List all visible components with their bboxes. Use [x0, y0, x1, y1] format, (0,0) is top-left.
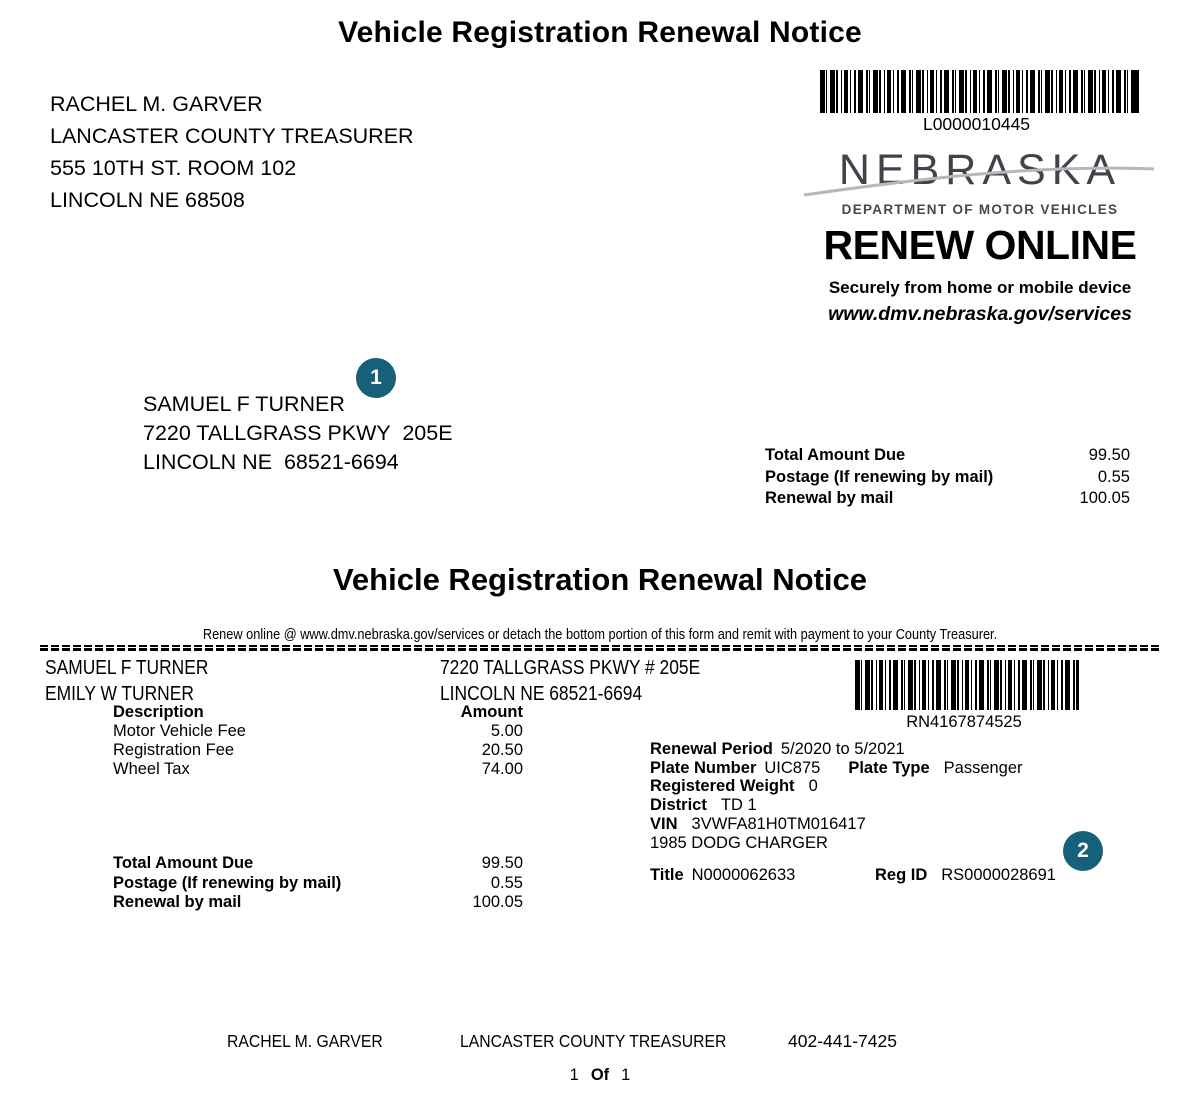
barcode-stub — [855, 660, 1079, 710]
footer-treasurer-phone: 402-441-7425 — [788, 1031, 897, 1051]
footer-treasurer-name: RACHEL M. GARVER — [227, 1031, 383, 1051]
barcode-top — [820, 70, 1139, 113]
renew-online-subtext: Securely from home or mobile device — [828, 278, 1132, 297]
detach-instructions: Renew online @ www.dmv.nebraska.gov/services or detach the bottom portion of this form and remit with payment to your County Treasurer. — [202, 627, 998, 643]
plate-number-label: Plate Number — [650, 758, 757, 777]
fee-description: Motor Vehicle Fee — [113, 722, 246, 740]
vin-value: 3VWFA81H0TM016417 — [691, 814, 866, 833]
barcode-top-label: L0000010445 — [922, 114, 1031, 134]
renewal-by-mail-value: 100.05 — [1079, 489, 1130, 507]
reg-id-value: RS0000028691 — [941, 866, 1056, 884]
fee-row-motor-vehicle — [113, 722, 523, 741]
nebraska-logo: NEBRASKA — [838, 146, 1122, 194]
dmv-services-url: www.dmv.nebraska.gov/services — [828, 303, 1132, 325]
stub-title: Vehicle Registration Renewal Notice — [332, 562, 868, 597]
reg-id-group — [875, 866, 1056, 885]
page-current: 1 — [569, 1066, 579, 1084]
registered-weight-row — [650, 777, 1023, 796]
fee-header-amount: Amount — [460, 703, 523, 721]
plate-number-value: UIC875 — [764, 758, 821, 777]
district-row — [650, 796, 1023, 815]
district-value: TD 1 — [720, 796, 757, 815]
renewal-by-mail-label: Renewal by mail — [113, 893, 242, 911]
renewal-by-mail-label: Renewal by mail — [765, 489, 894, 507]
dmv-department-line: DEPARTMENT OF MOTOR VEHICLES — [841, 202, 1119, 217]
renewal-period-value: 5/2020 to 5/2021 — [780, 740, 905, 758]
postage-value: 0.55 — [1097, 467, 1130, 486]
recipient-name: SAMUEL F TURNER — [143, 392, 345, 416]
fee-description: Wheel Tax — [113, 760, 190, 778]
fee-amount: 74.00 — [481, 760, 523, 778]
vehicle-description: 1985 DODG CHARGER — [650, 833, 828, 852]
title-regid-row — [650, 866, 1056, 885]
fee-row-registration — [113, 741, 523, 760]
treasurer-address — [50, 88, 414, 216]
recipient-city: LINCOLN NE 68521-6694 — [143, 450, 399, 474]
reg-id-label: Reg ID — [875, 866, 928, 884]
annotation-badge-1-number: 1 — [370, 366, 382, 389]
detach-dashed-line-bottom — [40, 648, 1162, 651]
total-amount-due-row — [765, 445, 1130, 467]
stub-owner-names — [45, 655, 208, 707]
total-amount-due-value: 99.50 — [481, 854, 523, 872]
detach-dashed-line — [40, 645, 1162, 651]
recipient-street: 7220 TALLGRASS PKWY 205E — [143, 421, 453, 445]
plate-type-label: Plate Type — [848, 758, 930, 777]
total-amount-due-label: Total Amount Due — [113, 854, 254, 872]
title-number-value: N0000062633 — [691, 866, 796, 884]
district-label: District — [650, 796, 707, 815]
fee-row-wheel-tax — [113, 760, 523, 779]
footer-treasurer-office: LANCASTER COUNTY TREASURER — [460, 1031, 727, 1051]
postage-row — [113, 874, 523, 894]
vin-label: VIN — [650, 814, 678, 833]
vehicle-description-row — [650, 834, 1023, 853]
fee-header-description: Description — [113, 703, 204, 721]
postage-value: 0.55 — [490, 873, 523, 892]
vin-row — [650, 815, 1023, 834]
plate-row — [650, 759, 1023, 778]
renewal-by-mail-row — [113, 893, 523, 913]
stub-street: 7220 TALLGRASS PKWY # 205E — [440, 657, 701, 679]
renewal-by-mail-row — [765, 488, 1130, 510]
fee-description: Registration Fee — [113, 741, 235, 759]
postage-label: Postage (If renewing by mail) — [113, 873, 342, 892]
page-number — [0, 1066, 1200, 1085]
title-number-label: Title — [650, 866, 684, 884]
treasurer-name: RACHEL M. GARVER — [50, 92, 263, 116]
barcode-stub-label: RN4167874525 — [906, 713, 1022, 731]
annotation-badge-2 — [1063, 831, 1103, 871]
page-of-label: Of — [590, 1066, 610, 1084]
plate-type-value: Passenger — [943, 758, 1023, 777]
registration-details — [650, 740, 1023, 852]
postage-row — [765, 467, 1130, 489]
registered-weight-label: Registered Weight — [650, 777, 795, 796]
page-title: Vehicle Registration Renewal Notice — [338, 16, 862, 49]
totals-summary-bottom — [113, 854, 523, 913]
renewal-by-mail-value: 100.05 — [472, 893, 523, 911]
annotation-badge-2-number: 2 — [1077, 839, 1089, 862]
page-total: 1 — [621, 1066, 631, 1084]
fee-amount: 20.50 — [481, 741, 523, 759]
treasurer-street: 555 10TH ST. ROOM 102 — [50, 156, 297, 180]
renewal-period-row — [650, 740, 1023, 759]
owner-secondary: EMILY W TURNER — [45, 683, 194, 705]
totals-summary-top — [765, 445, 1130, 510]
treasurer-office: LANCASTER COUNTY TREASURER — [50, 124, 414, 148]
stub-owner-address — [440, 655, 700, 707]
renew-online-heading: RENEW ONLINE — [823, 222, 1137, 268]
recipient-address — [143, 390, 453, 477]
stub-city: LINCOLN NE 68521-6694 — [440, 683, 643, 705]
fee-amount: 5.00 — [490, 722, 523, 740]
registered-weight-value: 0 — [808, 777, 818, 796]
fee-table-header — [113, 703, 523, 722]
total-amount-due-label: Total Amount Due — [765, 446, 906, 464]
total-amount-due-row — [113, 854, 523, 874]
renewal-period-label: Renewal Period — [650, 740, 773, 758]
owner-primary: SAMUEL F TURNER — [45, 657, 209, 679]
treasurer-city: LINCOLN NE 68508 — [50, 188, 245, 212]
fee-table — [113, 703, 523, 779]
postage-label: Postage (If renewing by mail) — [765, 467, 994, 486]
detach-dashed-line-top — [40, 645, 1162, 647]
total-amount-due-value: 99.50 — [1088, 446, 1130, 464]
